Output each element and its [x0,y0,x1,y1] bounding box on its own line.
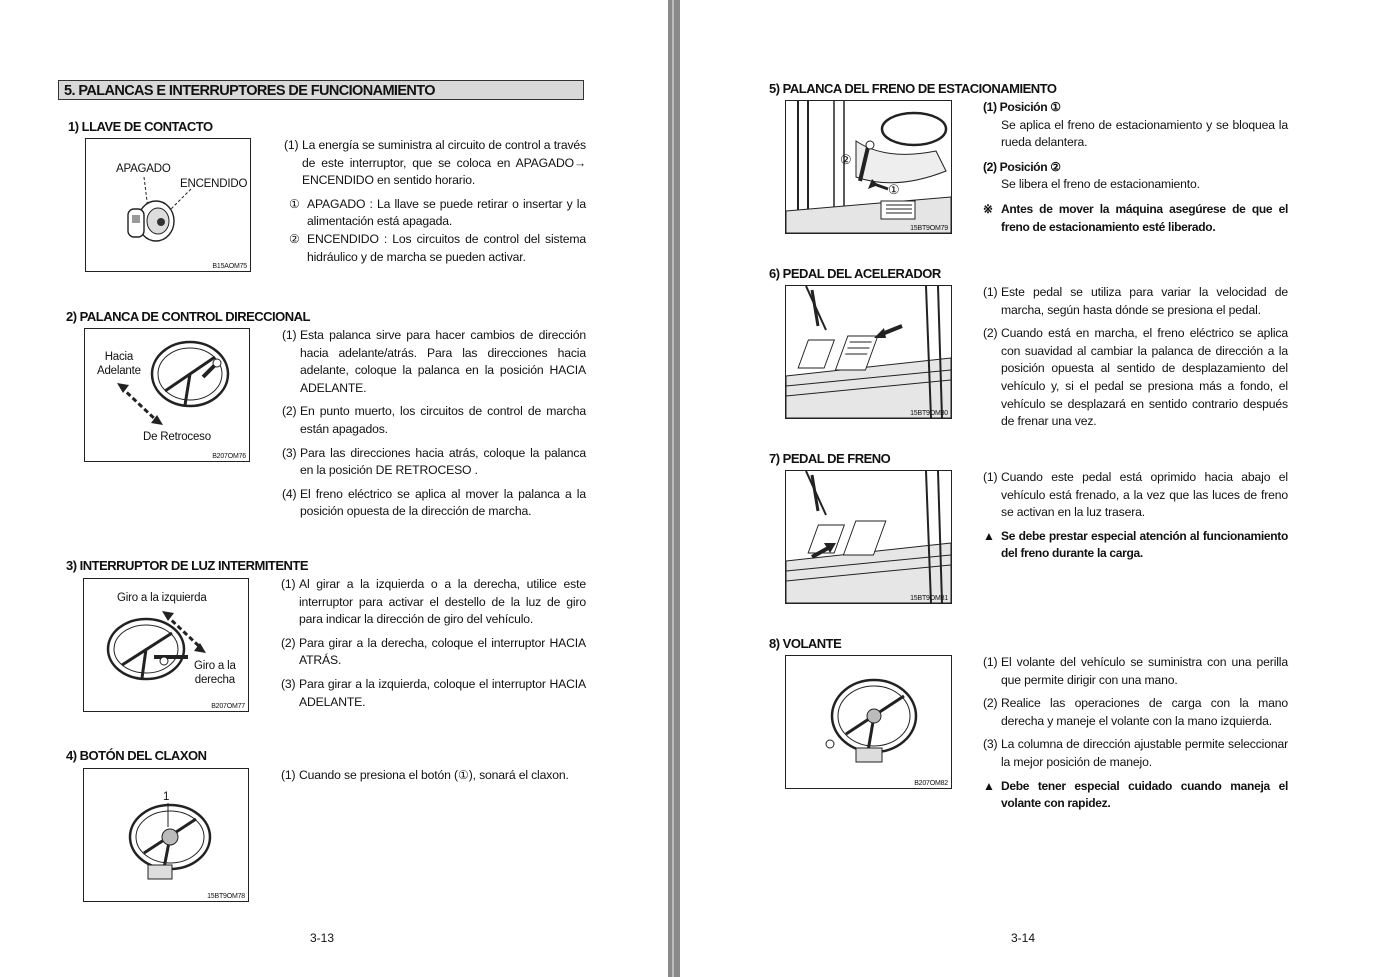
label-hacia-adelante: Hacia Adelante [97,351,141,377]
list-item [983,654,1288,689]
list-item [281,576,586,629]
section-title-acelerador: 6) PEDAL DEL ACELERADOR [769,266,941,281]
item-text: Este pedal se utiliza para variar la velocidad de marcha, según hasta dónde se presiona el pedal. [1001,285,1288,317]
section-title-intermitente: 3) INTERRUPTOR DE LUZ INTERMITENTE [66,558,309,573]
item-text: Cuando se presiona el botón (①), sonará el claxon. [299,768,569,782]
label-giro-derecha: Giro a la derecha [194,660,236,686]
right-page [680,0,1389,977]
steering-wheel-illustration [786,656,951,788]
item-number: (1) [983,470,998,484]
list-item [289,231,586,266]
label-position-1: ① [888,182,900,197]
item-number: ② [289,231,300,246]
horn-illustration [84,769,248,901]
item-number: (2) [281,635,296,650]
item-number: (4) [282,486,297,501]
figure-horn-button [83,768,249,902]
item-number: (1) [281,768,296,782]
label-de-retroceso: De Retroceso [143,431,211,443]
position-1-title: (1) Posición ① [983,100,1061,114]
warning-text: Se debe prestar especial atención al funcionamiento del freno durante la carga. [1001,528,1288,561]
item-number: (3) [282,445,297,460]
warning-text: Antes de mover la máquina asegúrese de que el freno de estacionamiento esté liberado. [1001,201,1288,234]
list-item [289,196,586,231]
item-text: La columna de dirección ajustable permite seleccionar la mejor posición de manejo. [1001,737,1288,769]
label-1: 1 [163,791,170,803]
section-4-text [281,767,586,791]
label-apagado: APAGADO [116,163,171,175]
list-item [282,486,586,521]
section-title-pedal-freno: 7) PEDAL DE FRENO [769,451,891,466]
figure-code: B207OM76 [212,453,246,460]
list-item [281,635,586,670]
left-page [0,0,668,977]
section-6-text [983,284,1288,437]
warning-icon: ▲ [983,528,995,543]
list-item [282,445,586,480]
item-text: Realice las operaciones de carga con la mano derecha y maneje el volante con la mano izquierda. [1001,696,1288,728]
main-title: 5. PALANCAS E INTERRUPTORES DE FUNCIONAMIENTO [58,80,584,100]
label-encendido: ENCENDIDO [180,178,248,190]
item-text: APAGADO : La llave se puede retirar o insertar y la alimentación está apagada. [307,196,586,229]
item-number: (3) [281,676,296,691]
section-title-volante: 8) VOLANTE [769,636,842,651]
position-2-text: Se libera el freno de estacionamiento. [1001,177,1200,192]
accelerator-pedal-illustration [786,286,951,418]
item-text: Para girar a la izquierda, coloque el interruptor HACIA ADELANTE. [299,676,586,709]
item-text: El freno eléctrico se aplica al mover la palanca a la posición opuesta de la dirección de marcha. [300,486,586,519]
item-number: (2) [983,696,998,711]
warning-icon: ▲ [983,778,995,793]
figure-turn-signal [83,578,249,712]
item-number: (2) [983,326,998,341]
item-number: (1) [282,328,297,342]
book-gutter [668,0,680,977]
item-number: (3) [983,737,998,752]
item-number: (1) [983,655,998,669]
position-2-title: (2) Posición ② [983,159,1061,174]
list-item [983,695,1288,730]
item-number: (1) [284,138,299,152]
label-position-2: ② [840,152,852,167]
list-item [281,767,586,785]
brake-pedal-illustration [786,471,951,603]
section-title-freno-estacionamiento: 5) PALANCA DEL FRENO DE ESTACIONAMIENTO [769,81,1057,96]
list-item [983,469,1288,522]
parking-brake-illustration [786,101,951,233]
item-number: (1) [281,577,296,591]
figure-accelerator-pedal [785,285,952,419]
list-item [282,403,586,438]
warning-note [983,528,1288,563]
item-number: (2) [282,404,297,419]
figure-code: 15BT9OM79 [910,225,948,232]
item-text: La energía se suministra al circuito de control a través de este interruptor, que se coloca en APAGADO→ ENCENDIDO en sentido horario. [302,138,586,188]
section-title-llave: 1) LLAVE DE CONTACTO [68,119,213,134]
warning-note [983,778,1288,813]
section-title-palanca: 2) PALANCA DE CONTROL DIRECCIONAL [66,309,310,324]
item-text: Cuando está en marcha, el freno eléctrico se aplica con suavidad al cambiar la palanca de dirección a la posición opuesta al sentido de desplazamiento del vehículo y, si el pedal se presiona más a fondo, el vehículo se desplazará en sentido contrario después de frenar una vez. [1001,326,1288,429]
item-text: Para las direcciones hacia atrás, coloque la palanca en la posición DE RETROCESO . [300,445,586,478]
list-item [983,284,1288,319]
figure-parking-brake [785,100,952,234]
section-5-text [983,99,1288,236]
section-1-text [284,137,586,272]
position-1-text: Se aplica el freno de estacionamiento y se bloquea la rueda delantera. [1001,117,1288,150]
item-text: En punto muerto, los circuitos de control de marcha están apagados. [300,404,586,436]
list-item [282,327,586,397]
item-text: Esta palanca sirve para hacer cambios de dirección hacia adelante/atrás. Para las direcciones hacia adelante, coloque la palanca en la posición HACIA ADELANTE. [300,328,586,395]
warning-note [983,201,1288,236]
figure-code: 15BT9OM80 [910,410,948,417]
figure-code: B207OM77 [211,703,245,710]
section-title-claxon: 4) BOTÓN DEL CLAXON [66,748,207,763]
section-2-text [282,327,586,527]
item-text: Al girar a la izquierda o a la derecha, utilice este interruptor para activar el destello de la luz de giro para indicar la dirección de giro del vehículo. [299,577,586,627]
section-7-text [983,469,1288,563]
section-8-text [983,654,1288,813]
label-giro-izquierda: Giro a la izquierda [117,592,207,604]
ignition-key-illustration [86,139,250,271]
figure-brake-pedal [785,470,952,604]
item-text: Cuando este pedal está oprimido hacia abajo el vehículo está frenado, a la vez que las luces de freno se activan en la luz trasera. [1001,470,1288,520]
note-icon: ※ [983,201,993,216]
list-item [983,325,1288,431]
figure-code: 15BT9OM78 [207,893,245,900]
figure-code: 15BT9OM81 [910,595,948,602]
warning-text: Debe tener especial cuidado cuando maneja el volante con rapidez. [1001,778,1288,811]
list-item [281,676,586,711]
figure-steering-wheel [785,655,952,789]
figure-direction-lever [84,328,250,462]
section-3-text [281,576,586,717]
figure-code: B15AOM75 [212,263,247,270]
item-number: (1) [983,285,998,299]
item-text: Para girar a la derecha, coloque el interruptor HACIA ATRÁS. [299,635,586,668]
page-number: 3-13 [310,931,335,945]
item-text: ENCENDIDO : Los circuitos de control del sistema hidráulico y de marcha se pueden activar. [307,231,586,264]
item-text: El volante del vehículo se suministra con una perilla que permite dirigir con una mano. [1001,655,1288,687]
list-item [284,137,586,190]
figure-ignition-key [85,138,251,272]
page-number: 3-14 [1011,931,1036,945]
figure-code: B207OM82 [914,780,948,787]
list-item [983,736,1288,771]
item-number: ① [289,196,300,211]
